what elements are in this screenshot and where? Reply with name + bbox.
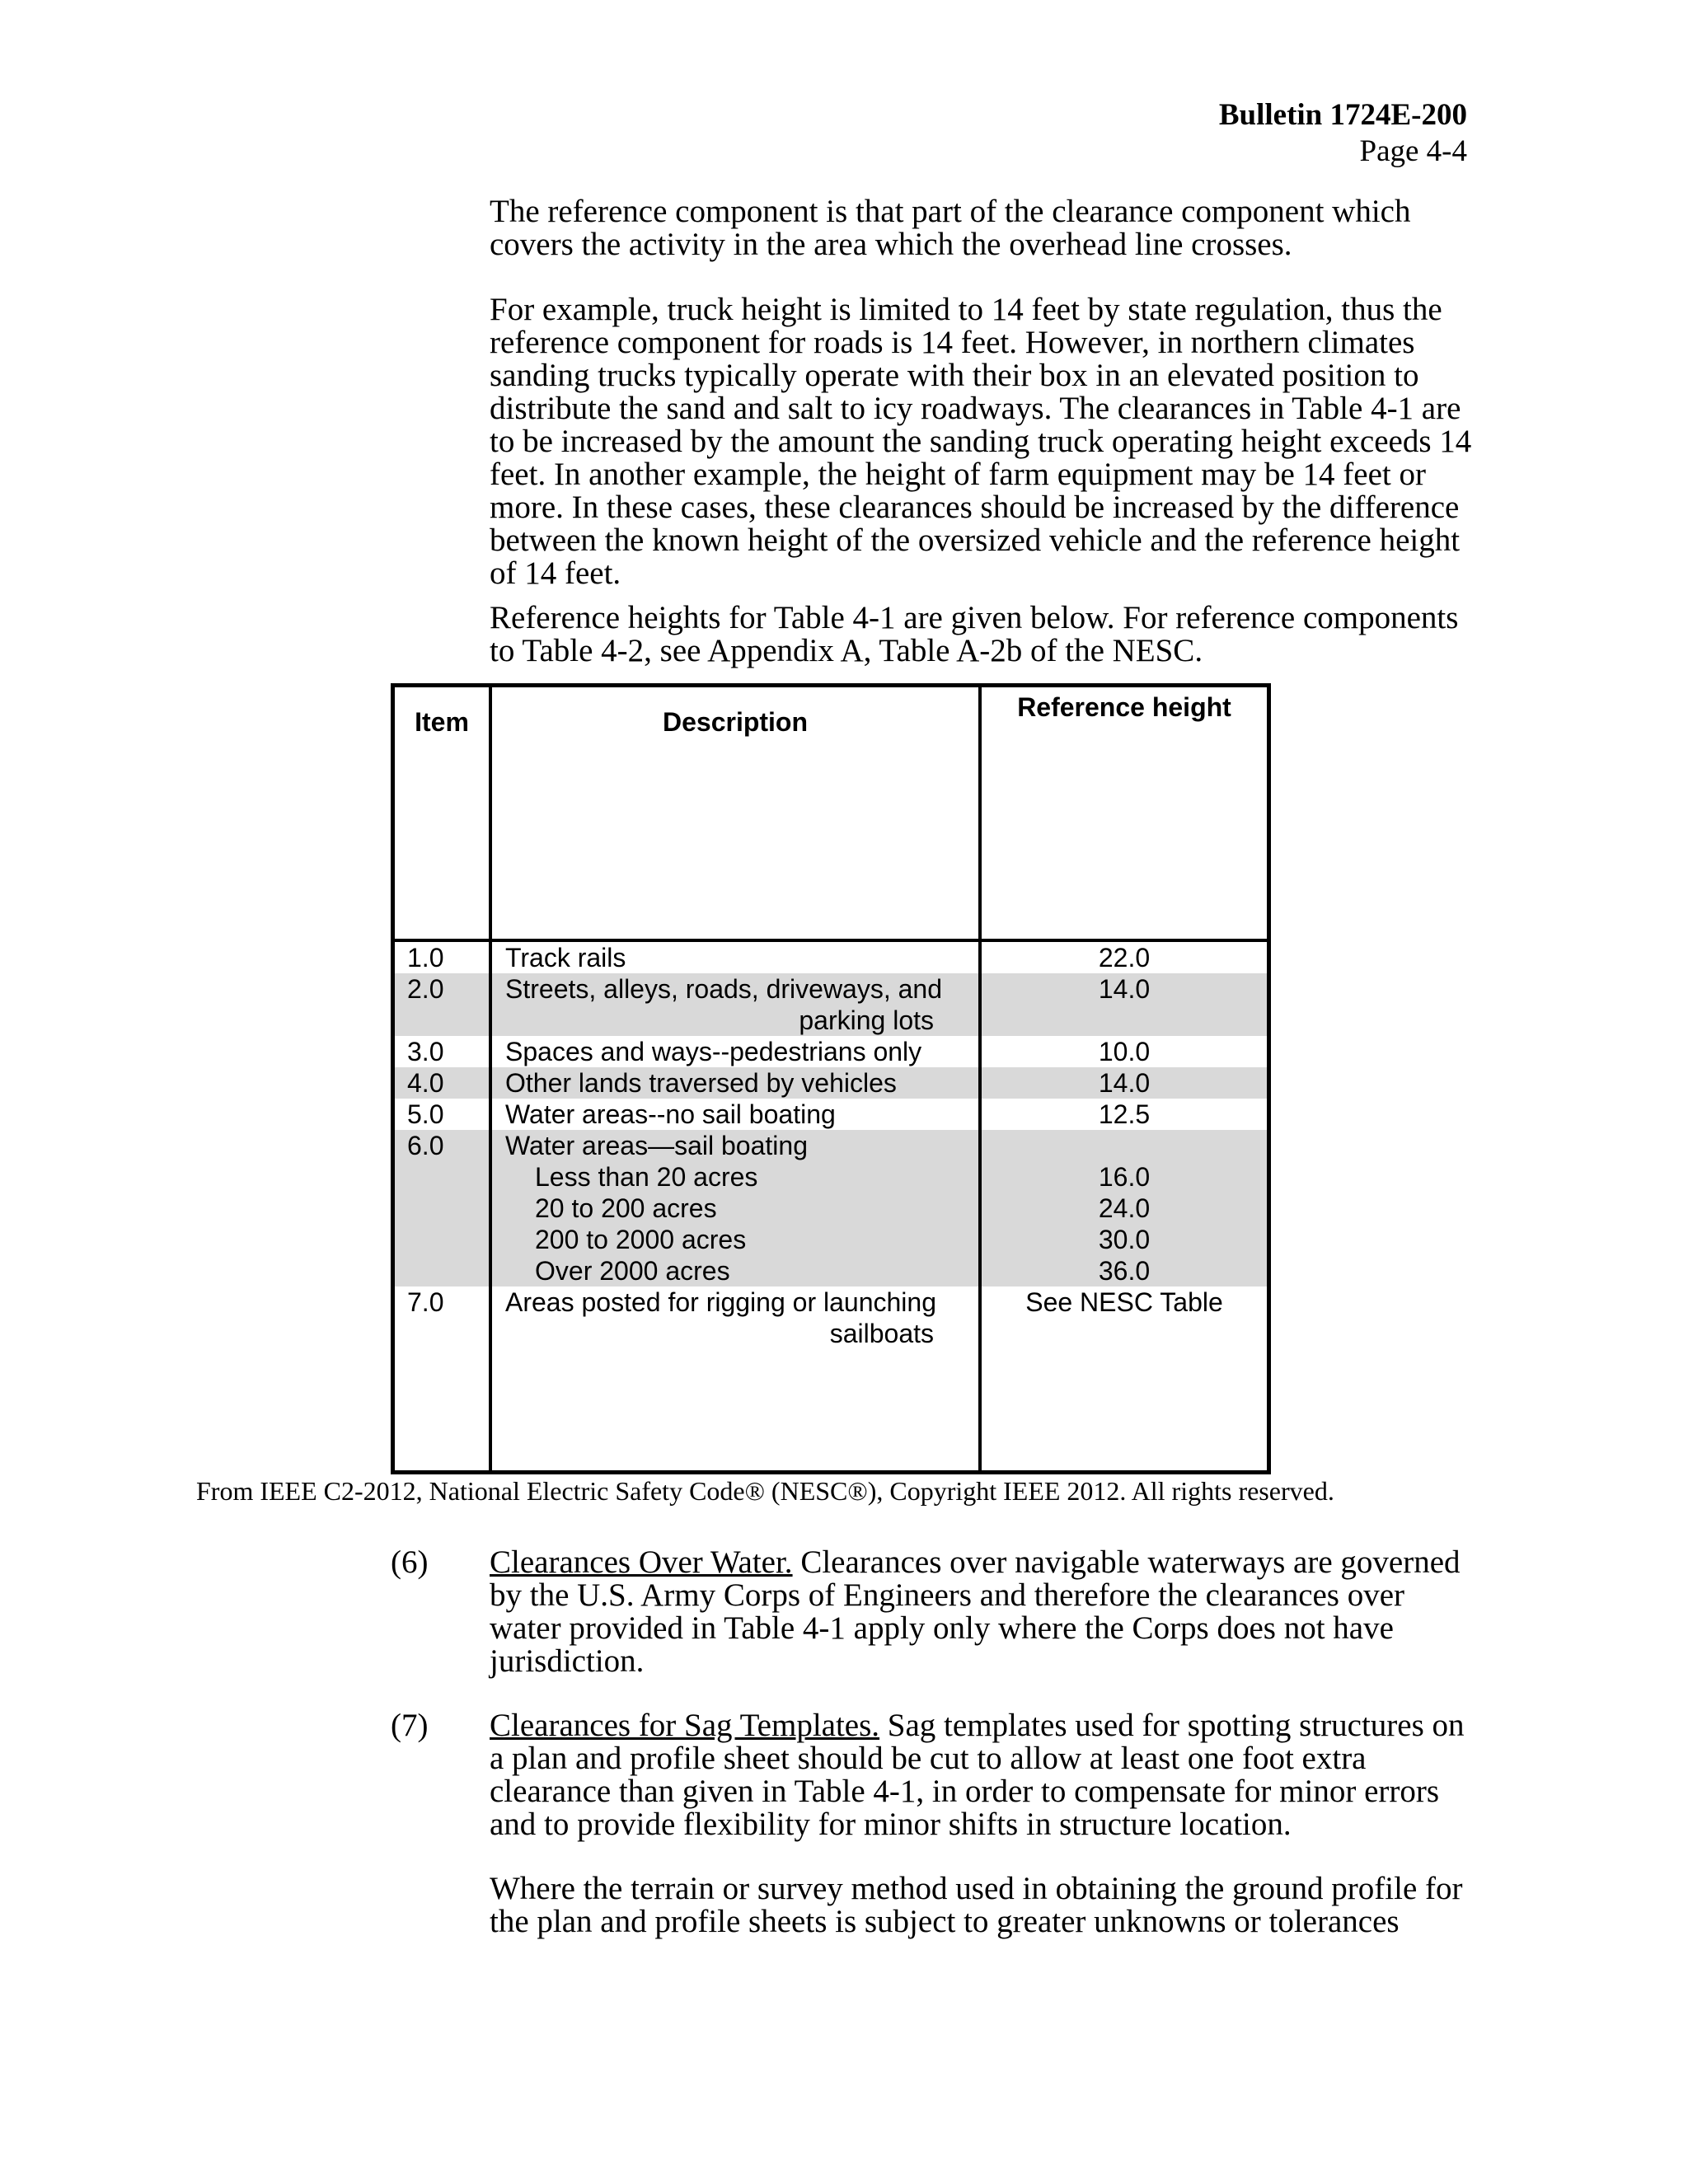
copyright-note: From IEEE C2-2012, National Electric Safety Code® (NESC®), Copyright IEEE 2012. All rights reserved.	[196, 1476, 1334, 1506]
column-divider	[978, 687, 982, 1470]
row-reference-height: See NESC Table	[1025, 1287, 1223, 1317]
item-number-6: (6)	[391, 1544, 429, 1580]
row-item: 1.0	[407, 943, 444, 972]
page-number: Page 4-4	[1359, 134, 1467, 168]
row-description: Water areas—sail boating	[505, 1131, 808, 1160]
subrow-description: 20 to 200 acres	[535, 1193, 717, 1223]
row-description	[505, 1286, 972, 1349]
paragraph-reference-heights-intro: Reference heights for Table 4-1 are given below. For reference components to Table 4-2, see Appendix A, Table A-2b of the NESC.	[490, 600, 1459, 668]
subrow-reference-height: 16.0	[1098, 1162, 1151, 1192]
table-body	[395, 942, 1267, 1349]
paragraph-reference-component: The reference component is that part of the clearance component which covers the activity in the area which the overhead line crosses.	[490, 194, 1411, 262]
row-item: 7.0	[407, 1287, 444, 1317]
row-description-line: Areas posted for rigging or launching	[505, 1287, 936, 1317]
paragraph-sag-templates	[490, 1709, 1475, 1841]
row-reference-height: 10.0	[1098, 1037, 1151, 1066]
row-reference-height: 14.0	[1098, 974, 1151, 1004]
heading-clearances-over-water: Clearances Over Water.	[490, 1544, 793, 1580]
heading-sag-templates: Clearances for Sag Templates.	[490, 1708, 880, 1743]
column-header-reference-height: Reference height	[1017, 692, 1231, 722]
column-header-item: Item	[415, 707, 469, 737]
column-header-description: Description	[662, 707, 809, 737]
column-divider	[489, 687, 492, 1470]
table-subrow	[395, 1224, 1267, 1255]
bulletin-number: Bulletin 1724E-200	[1218, 98, 1467, 132]
paragraph-truck-height-example: For example, truck height is limited to 14 feet by state regulation, thus the reference component for roads is 14 feet. However, in northern climates sanding trucks typically operate with their box in an elevated position to distribute the sand and salt to icy roadways. The clearances in Table 4-1 are to be increased by the amount the sanding truck operating height exceeds 14 feet. In another example, the height of farm equipment may be 14 feet or more. In these cases, these clearances should be increased by the difference between the known height of the oversized vehicle and the reference height of 14 feet.	[490, 292, 1472, 591]
subrow-reference-height: 30.0	[1098, 1225, 1151, 1254]
row-description: Track rails	[505, 943, 626, 972]
row-description-line: Streets, alleys, roads, driveways, and	[505, 974, 943, 1004]
table-row	[395, 1067, 1267, 1099]
row-reference-height: 14.0	[1098, 1068, 1151, 1098]
clearances-over-water-text: Clearances over navigable waterways are governed by the U.S. Army Corps of Engineers and therefore the clearances over water provided in Table 4-1 apply only where the Corps does not have jurisdiction.	[490, 1544, 1461, 1679]
row-description: Other lands traversed by vehicles	[505, 1068, 897, 1098]
row-description: Water areas--no sail boating	[505, 1099, 836, 1129]
row-item: 2.0	[407, 974, 444, 1004]
row-reference-height: 22.0	[1098, 943, 1151, 972]
table-row	[395, 1036, 1267, 1067]
row-item: 3.0	[407, 1037, 444, 1066]
table-row	[395, 1130, 1267, 1286]
subrow-description: Less than 20 acres	[535, 1162, 758, 1192]
page-header	[1219, 97, 1467, 170]
row-description	[505, 973, 972, 1036]
row-description-continued: parking lots	[799, 1005, 934, 1035]
row-reference-height: 12.5	[1098, 1099, 1151, 1129]
row-item: 5.0	[407, 1099, 444, 1129]
subrow-description: Over 2000 acres	[535, 1256, 730, 1286]
subrow-reference-height: 36.0	[1098, 1256, 1151, 1286]
table-subrow	[395, 1193, 1267, 1224]
sail-boating-subrows	[395, 1161, 1267, 1286]
paragraph-terrain-survey: Where the terrain or survey method used in obtaining the ground profile for the plan and profile sheets is subject to greater unknowns or tolerances	[490, 1871, 1463, 1939]
row-description-continued: sailboats	[829, 1319, 934, 1348]
sag-templates-text: Sag templates used for spotting structures on a plan and profile sheet should be cut to allow at least one foot extra clearance than given in Table 4-1, in order to compensate for minor errors and to provide flexibility for minor shifts in structure location.	[490, 1708, 1465, 1842]
table-row	[395, 973, 1267, 1036]
item-number-7: (7)	[391, 1708, 429, 1743]
table-subrow	[395, 1255, 1267, 1286]
paragraph-clearances-over-water	[490, 1546, 1475, 1678]
table-row	[395, 1286, 1267, 1349]
table-row	[395, 1099, 1267, 1130]
reference-height-table	[391, 683, 1271, 1474]
subrow-description: 200 to 2000 acres	[535, 1225, 747, 1254]
subrow-reference-height: 24.0	[1098, 1193, 1151, 1223]
row-item: 4.0	[407, 1068, 444, 1098]
row-item: 6.0	[407, 1131, 444, 1160]
table-subrow	[395, 1161, 1267, 1193]
table-row	[395, 942, 1267, 973]
row-description: Spaces and ways--pedestrians only	[505, 1037, 922, 1066]
